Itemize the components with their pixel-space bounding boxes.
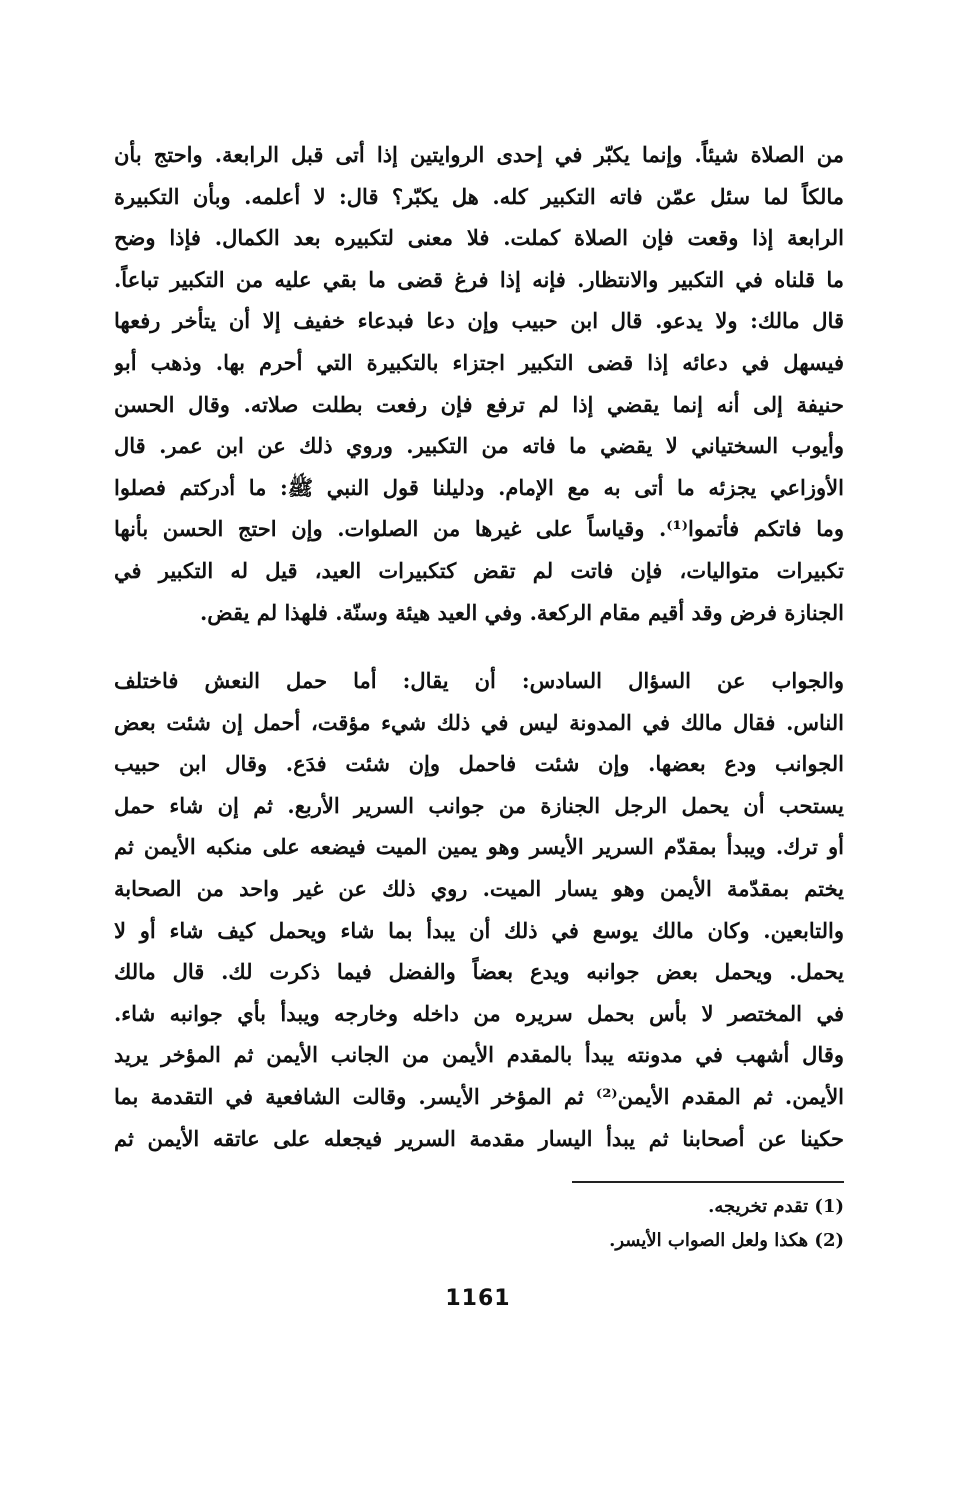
text-line: يستحب أن يحمل الرجل الجنازة من جوانب السرير الأربع. ثم إن شاء حمل bbox=[114, 792, 844, 818]
text-line: وأيوب السختياني لا يقضي ما فاته من التكبير. وروي ذلك عن ابن عمر. قال bbox=[114, 433, 844, 459]
paragraph-2 bbox=[114, 660, 844, 1159]
text-line: والتابعين. وكان مالك يوسع في ذلك أن يبدأ بما شاء ويحمل كيف شاء أو لا bbox=[114, 917, 844, 943]
text-line: الناس. فقال مالك في المدونة ليس في ذلك شيء مؤقت، أحمل إن شئت بعض bbox=[114, 709, 844, 735]
text-line: حنيفة إلى أنه إنما يقضي إذا لم ترفع فإن رفعت بطلت صلاته. وقال الحسن bbox=[114, 391, 844, 417]
text-line: فيسهل في دعائه إذا قضى التكبير اجتزاء بالتكبيرة التي أحرم بها. وذهب أبو bbox=[114, 349, 844, 375]
text-line: الرابعة إذا وقعت فإن الصلاة كملت. فلا معنى لتكبيره بعد الكمال. فإذا وضح bbox=[114, 225, 844, 251]
text-line: يختم بمقدّمة الأيمن وهو يسار الميت. روي ذلك عن غير واحد من الصحابة bbox=[114, 875, 844, 901]
text-line: الجوانب ودع بعضها. وإن شئت فاحمل وإن شئت فدَع. وقال ابن حبيب bbox=[114, 751, 844, 777]
text-line: والجواب عن السؤال السادس: أن يقال: أما حمل النعش فاختلف bbox=[114, 668, 844, 693]
text-line: تكبيرات متواليات، فإن فاتت لم تقض كتكبيرات العيد، قيل له التكبير في bbox=[114, 557, 844, 583]
text-line: من الصلاة شيئاً. وإنما يكبّر في إحدى الروايتين إذا أتى قبل الرابعة. واحتج بأن bbox=[114, 142, 844, 167]
text-line: الأيمن. ثم المقدم الأيمن⁽²⁾ ثم المؤخر الأيسر. وقالت الشافعية في التقدمة بما bbox=[114, 1083, 844, 1109]
text-line: يحمل. ويحمل بعض جوانبه ويدع بعضاً والفضل فيما ذكرت لك. قال مالك bbox=[114, 959, 844, 985]
text-line: قال مالك: ولا يدعو. قال ابن حبيب وإن دعا فبدعاء خفيف إلا أن يتأخر رفعها bbox=[114, 308, 844, 334]
page-number: 1161 bbox=[445, 1286, 511, 1311]
text-line: مالكاً لما سئل عمّن فاته التكبير كله. هل يكبّر؟ قال: لا أعلمه. وبأن التكبيرة bbox=[114, 183, 844, 209]
text-line: حكينا عن أصحابنا ثم يبدأ اليسار مقدمة السرير فيجعله على عاتقه الأيمن ثم bbox=[114, 1125, 844, 1151]
text-line: وما فاتكم فأتموا⁽¹⁾. وقياساً على غيرها من الصلوات. وإن احتج الحسن بأنها bbox=[114, 516, 844, 542]
text-line: في المختصر لا بأس بحمل سريره من داخله وخارجه ويبدأ بأي جوانبه شاء. bbox=[114, 1000, 844, 1026]
text-line: ما قلناه في التكبير والانتظار. فإنه إذا فرغ قضى ما بقي عليه من التكبير تباعاً. bbox=[114, 266, 844, 292]
text-line: الجنازة فرض وقد أقيم مقام الركعة. وفي العيد هيئة وسنّة. فلهذا لم يقض. bbox=[199, 599, 844, 625]
text-line: وقال أشهب في مدونته يبدأ بالمقدم الأيمن من الجانب الأيمن ثم المؤخر يريد bbox=[114, 1042, 844, 1068]
footnote-1: (1) تقدم تخريجه. bbox=[708, 1196, 844, 1217]
footnote-2: (2) هكذا ولعل الصواب الأيسر. bbox=[609, 1230, 844, 1251]
text-line: الأوزاعي يجزئه ما أتى به مع الإمام. ودليلنا قول النبي ﷺ: ما أدركتم فصلوا bbox=[114, 474, 844, 500]
paragraph-1 bbox=[114, 134, 844, 633]
footnotes bbox=[344, 1190, 844, 1258]
text-line: أو ترك. ويبدأ بمقدّم السرير الأيسر وهو يمين الميت فيضعه على منكبه الأيمن ثم bbox=[114, 834, 844, 860]
footnote-separator bbox=[572, 1181, 844, 1183]
